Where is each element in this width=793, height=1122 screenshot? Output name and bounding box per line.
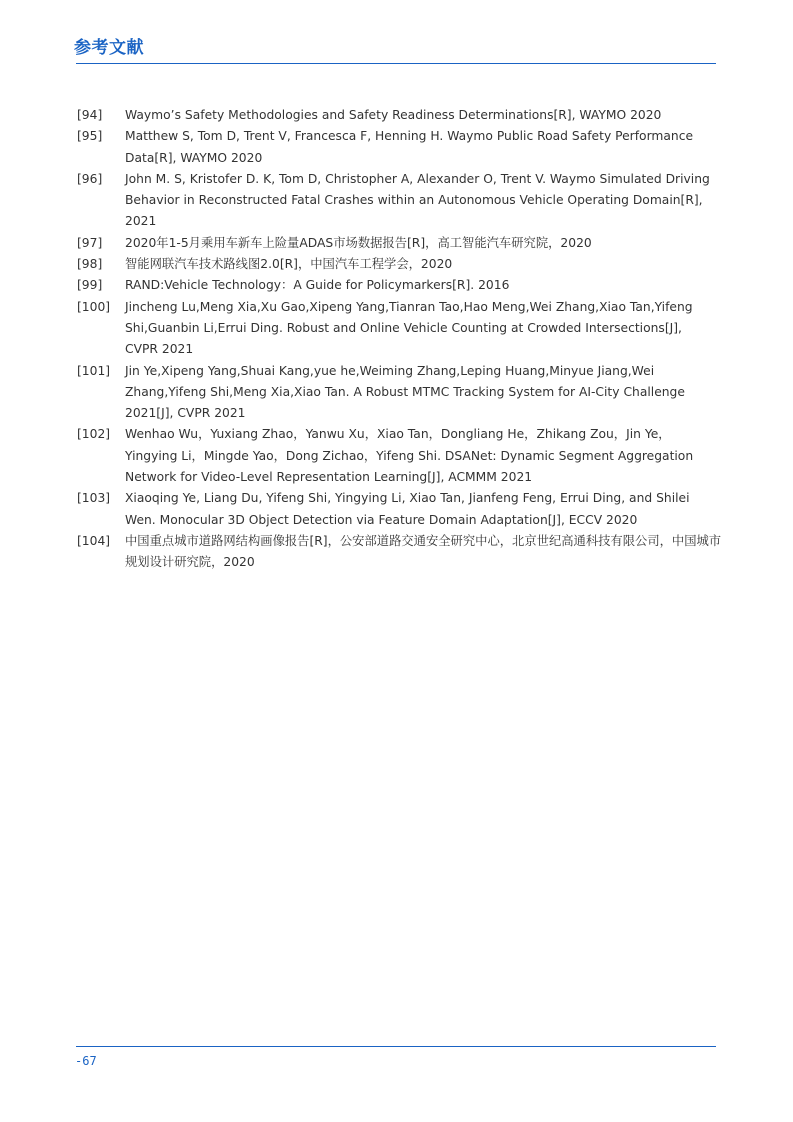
reference-entry bbox=[77, 424, 717, 488]
reference-text-line: CVPR 2021 bbox=[125, 342, 194, 357]
footer-divider bbox=[76, 1046, 716, 1047]
reference-text-line: Jincheng Lu,Meng Xia,Xu Gao,Xipeng Yang,Tianran Tao,Hao Meng,Wei Zhang,Xiao Tan,Yifeng bbox=[125, 299, 693, 314]
reference-text-line: John M. S, Kristofer D. K, Tom D, Christopher A, Alexander O, Trent V. Waymo Simulated Driving bbox=[125, 171, 710, 186]
reference-text-line: Yingying Li，Mingde Yao，Dong Zichao，Yifeng Shi. DSANet: Dynamic Segment Aggregation bbox=[125, 448, 694, 463]
reference-text bbox=[125, 361, 685, 425]
reference-number: [101] bbox=[77, 363, 111, 378]
reference-entry bbox=[77, 531, 722, 574]
reference-text-line: Shi,Guanbin Li,Errui Ding. Robust and Online Vehicle Counting at Crowded Intersections[J], bbox=[125, 320, 682, 335]
reference-number: [95] bbox=[77, 129, 103, 144]
reference-text bbox=[125, 105, 661, 126]
reference-text-line: Wenhao Wu，Yuxiang Zhao，Yanwu Xu，Xiao Tan，Dongliang He，Zhikang Zou，Jin Ye， bbox=[125, 427, 671, 442]
reference-text bbox=[125, 169, 710, 233]
header-divider bbox=[76, 63, 716, 64]
reference-entry bbox=[77, 169, 717, 233]
reference-text-line: Waymo’s Safety Methodologies and Safety Readiness Determinations[R], WAYMO 2020 bbox=[125, 108, 662, 122]
reference-entry bbox=[77, 488, 717, 531]
reference-text-line: Jin Ye,Xipeng Yang,Shuai Kang,yue he,Weiming Zhang,Leping Huang,Minyue Jiang,Wei bbox=[125, 363, 655, 378]
reference-number: [97] bbox=[77, 235, 103, 250]
reference-list bbox=[77, 105, 722, 574]
reference-text bbox=[125, 126, 693, 169]
reference-text-line: Network for Video-Level Representation Learning[J], ACMMM 2021 bbox=[125, 470, 533, 485]
reference-number: [100] bbox=[77, 299, 111, 314]
reference-text-line: 中国重点城市道路网结构画像报告[R]，公安部道路交通安全研究中心，北京世纪高通科技有限公司，中国城市 bbox=[125, 533, 722, 548]
reference-entry bbox=[77, 297, 717, 361]
reference-number: [96] bbox=[77, 171, 103, 186]
reference-text bbox=[125, 233, 592, 254]
reference-text-line: Data[R], WAYMO 2020 bbox=[125, 150, 263, 165]
reference-number: [98] bbox=[77, 257, 103, 272]
reference-number: [99] bbox=[77, 278, 103, 293]
reference-number: [103] bbox=[77, 491, 111, 506]
reference-text-line: 2021[J], CVPR 2021 bbox=[125, 406, 246, 421]
reference-number: [94] bbox=[77, 108, 103, 122]
reference-text-line: 规划设计研究院，2020 bbox=[125, 555, 255, 570]
reference-entry bbox=[77, 105, 717, 126]
reference-text-line: Zhang,Yifeng Shi,Meng Xia,Xiao Tan. A Robust MTMC Tracking System for AI-City Challenge bbox=[125, 384, 685, 399]
reference-text-line: 2020年1-5月乘用车新车上险量ADAS市场数据报告[R]，高工智能汽车研究院，2020 bbox=[125, 235, 592, 250]
reference-text-line: 智能网联汽车技术路线图2.0[R]，中国汽车工程学会，2020 bbox=[125, 257, 453, 272]
page-number: -67 bbox=[75, 1054, 97, 1068]
reference-text-line: Wen. Monocular 3D Object Detection via Feature Domain Adaptation[J], ECCV 2020 bbox=[125, 512, 638, 527]
reference-text bbox=[125, 275, 509, 296]
reference-text bbox=[125, 488, 690, 531]
reference-text-line: 2021 bbox=[125, 214, 157, 229]
reference-entry bbox=[77, 275, 717, 296]
reference-text-line: Matthew S, Tom D, Trent V, Francesca F, Henning H. Waymo Public Road Safety Performance bbox=[125, 129, 694, 144]
reference-entry bbox=[77, 254, 717, 275]
reference-text-line: Xiaoqing Ye, Liang Du, Yifeng Shi, Yingying Li, Xiao Tan, Jianfeng Feng, Errui Ding, and Shilei bbox=[125, 491, 690, 506]
reference-text bbox=[125, 297, 693, 361]
reference-number: [104] bbox=[77, 533, 111, 548]
page-title: 参考文献 bbox=[74, 38, 144, 58]
reference-entry bbox=[77, 233, 717, 254]
reference-entry bbox=[77, 126, 717, 169]
reference-number: [102] bbox=[77, 427, 111, 442]
reference-text-line: RAND:Vehicle Technology：A Guide for Policymarkers[R]. 2016 bbox=[125, 278, 510, 293]
reference-text bbox=[125, 531, 721, 574]
reference-entry bbox=[77, 361, 717, 425]
reference-text-line: Behavior in Reconstructed Fatal Crashes within an Autonomous Vehicle Operating Domain[R], bbox=[125, 193, 703, 208]
reference-text bbox=[125, 424, 693, 488]
reference-text bbox=[125, 254, 452, 275]
